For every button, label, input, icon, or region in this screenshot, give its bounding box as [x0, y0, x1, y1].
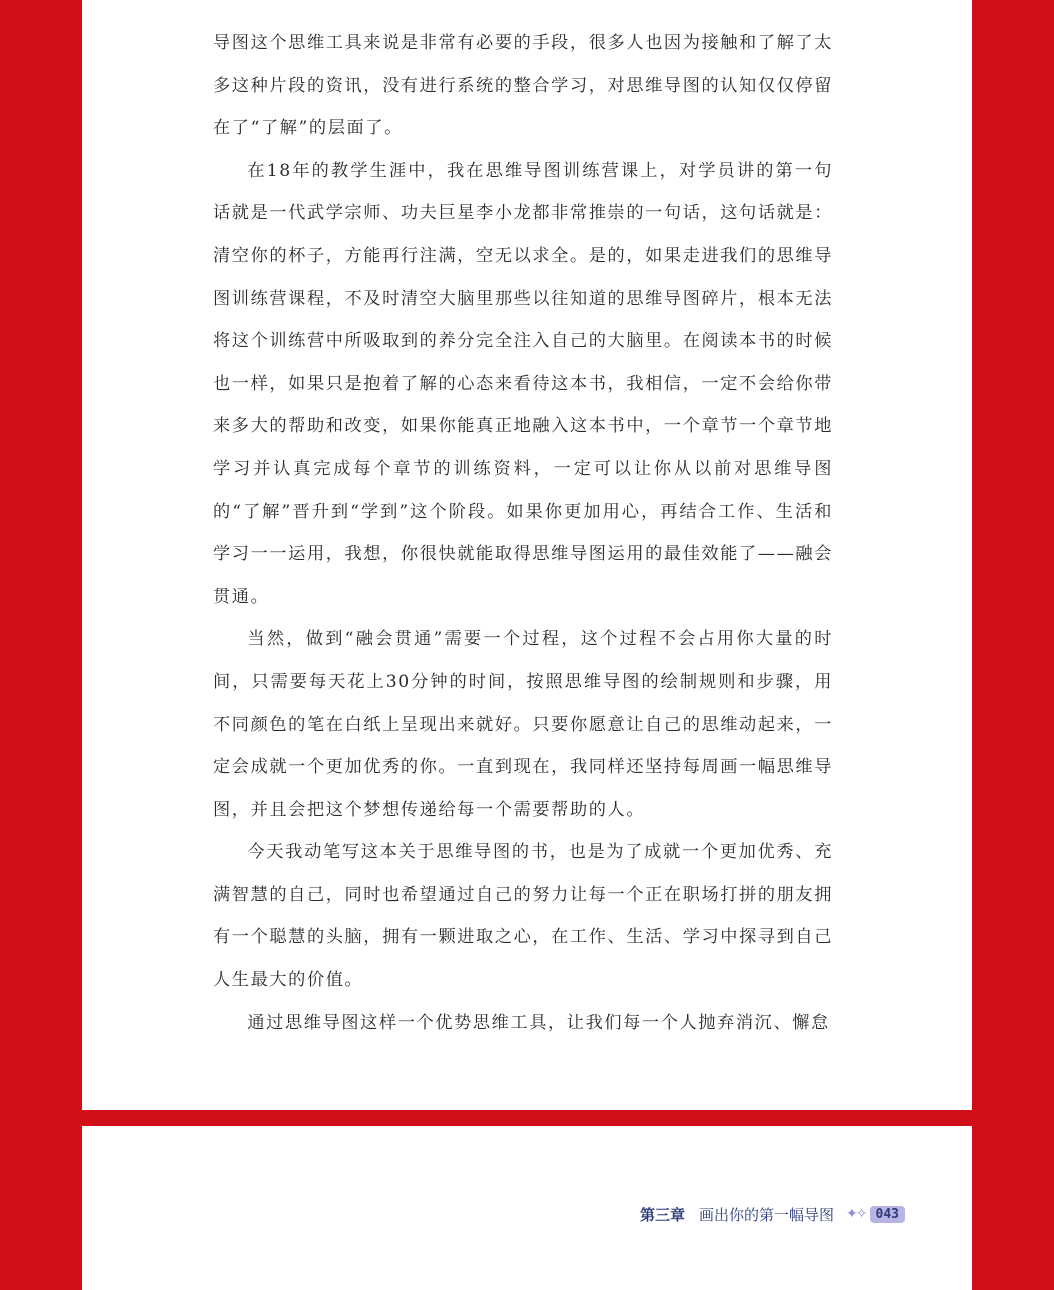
page-number: 043	[870, 1206, 905, 1223]
chapter-title: 画出你的第一幅导图	[699, 1205, 835, 1224]
page-footer	[640, 1200, 905, 1228]
paragraph-5: 通过思维导图这样一个优势思维工具，让我们每一个人抛弃消沉、懈怠	[247, 1012, 830, 1033]
paragraph-1: 导图这个思维工具来说是非常有必要的手段，很多人也因为接触和了解了太多这种片段的资讯，没有进行系统的整合学习，对思维导图的认知仅仅停留在了“了解”的层面了。	[213, 33, 833, 139]
paragraph-3: 当然，做到“融会贯通”需要一个过程，这个过程不会占用你大量的时间，只需要每天花上30分钟的时间，按照思维导图的绘制规则和步骤，用不同颜色的笔在白纸上呈现出来就好。只要你愿意让自己的思维动起来，一定会成就一个更加优秀的你。一直到现在，我同样还坚持每周画一幅思维导图，并且会把这个梦想传递给每一个需要帮助的人。	[213, 629, 833, 820]
chapter-label: 第三章	[640, 1205, 686, 1224]
sparkle-icon: ✦✧	[846, 1206, 866, 1222]
body-text	[213, 22, 833, 1044]
paragraph-2: 在18年的教学生涯中，我在思维导图训练营课上，对学员讲的第一句话就是一代武学宗师、功夫巨星李小龙都非常推崇的一句话，这句话就是：清空你的杯子，方能再行注满，空无以求全。是的，如果走进我们的思维导图训练营课程，不及时清空大脑里那些以往知道的思维导图碎片，根本无法将这个训练营中所吸取到的养分完全注入自己的大脑里。在阅读本书的时候也一样，如果只是抱着了解的心态来看待这本书，我相信，一定不会给你带来多大的帮助和改变，如果你能真正地融入这本书中，一个章节一个章节地学习并认真完成每个章节的训练资料，一定可以让你从以前对思维导图的“了解”晋升到“学到”这个阶段。如果你更加用心，再结合工作、生活和学习一一运用，我想，你很快就能取得思维导图运用的最佳效能了——融会贯通。	[213, 160, 833, 607]
paragraph-4: 今天我动笔写这本关于思维导图的书，也是为了成就一个更加优秀、充满智慧的自己，同时也希望通过自己的努力让每一个正在职场打拼的朋友拥有一个聪慧的头脑，拥有一颗进取之心，在工作、生活、学习中探寻到自己人生最大的价值。	[213, 842, 833, 991]
